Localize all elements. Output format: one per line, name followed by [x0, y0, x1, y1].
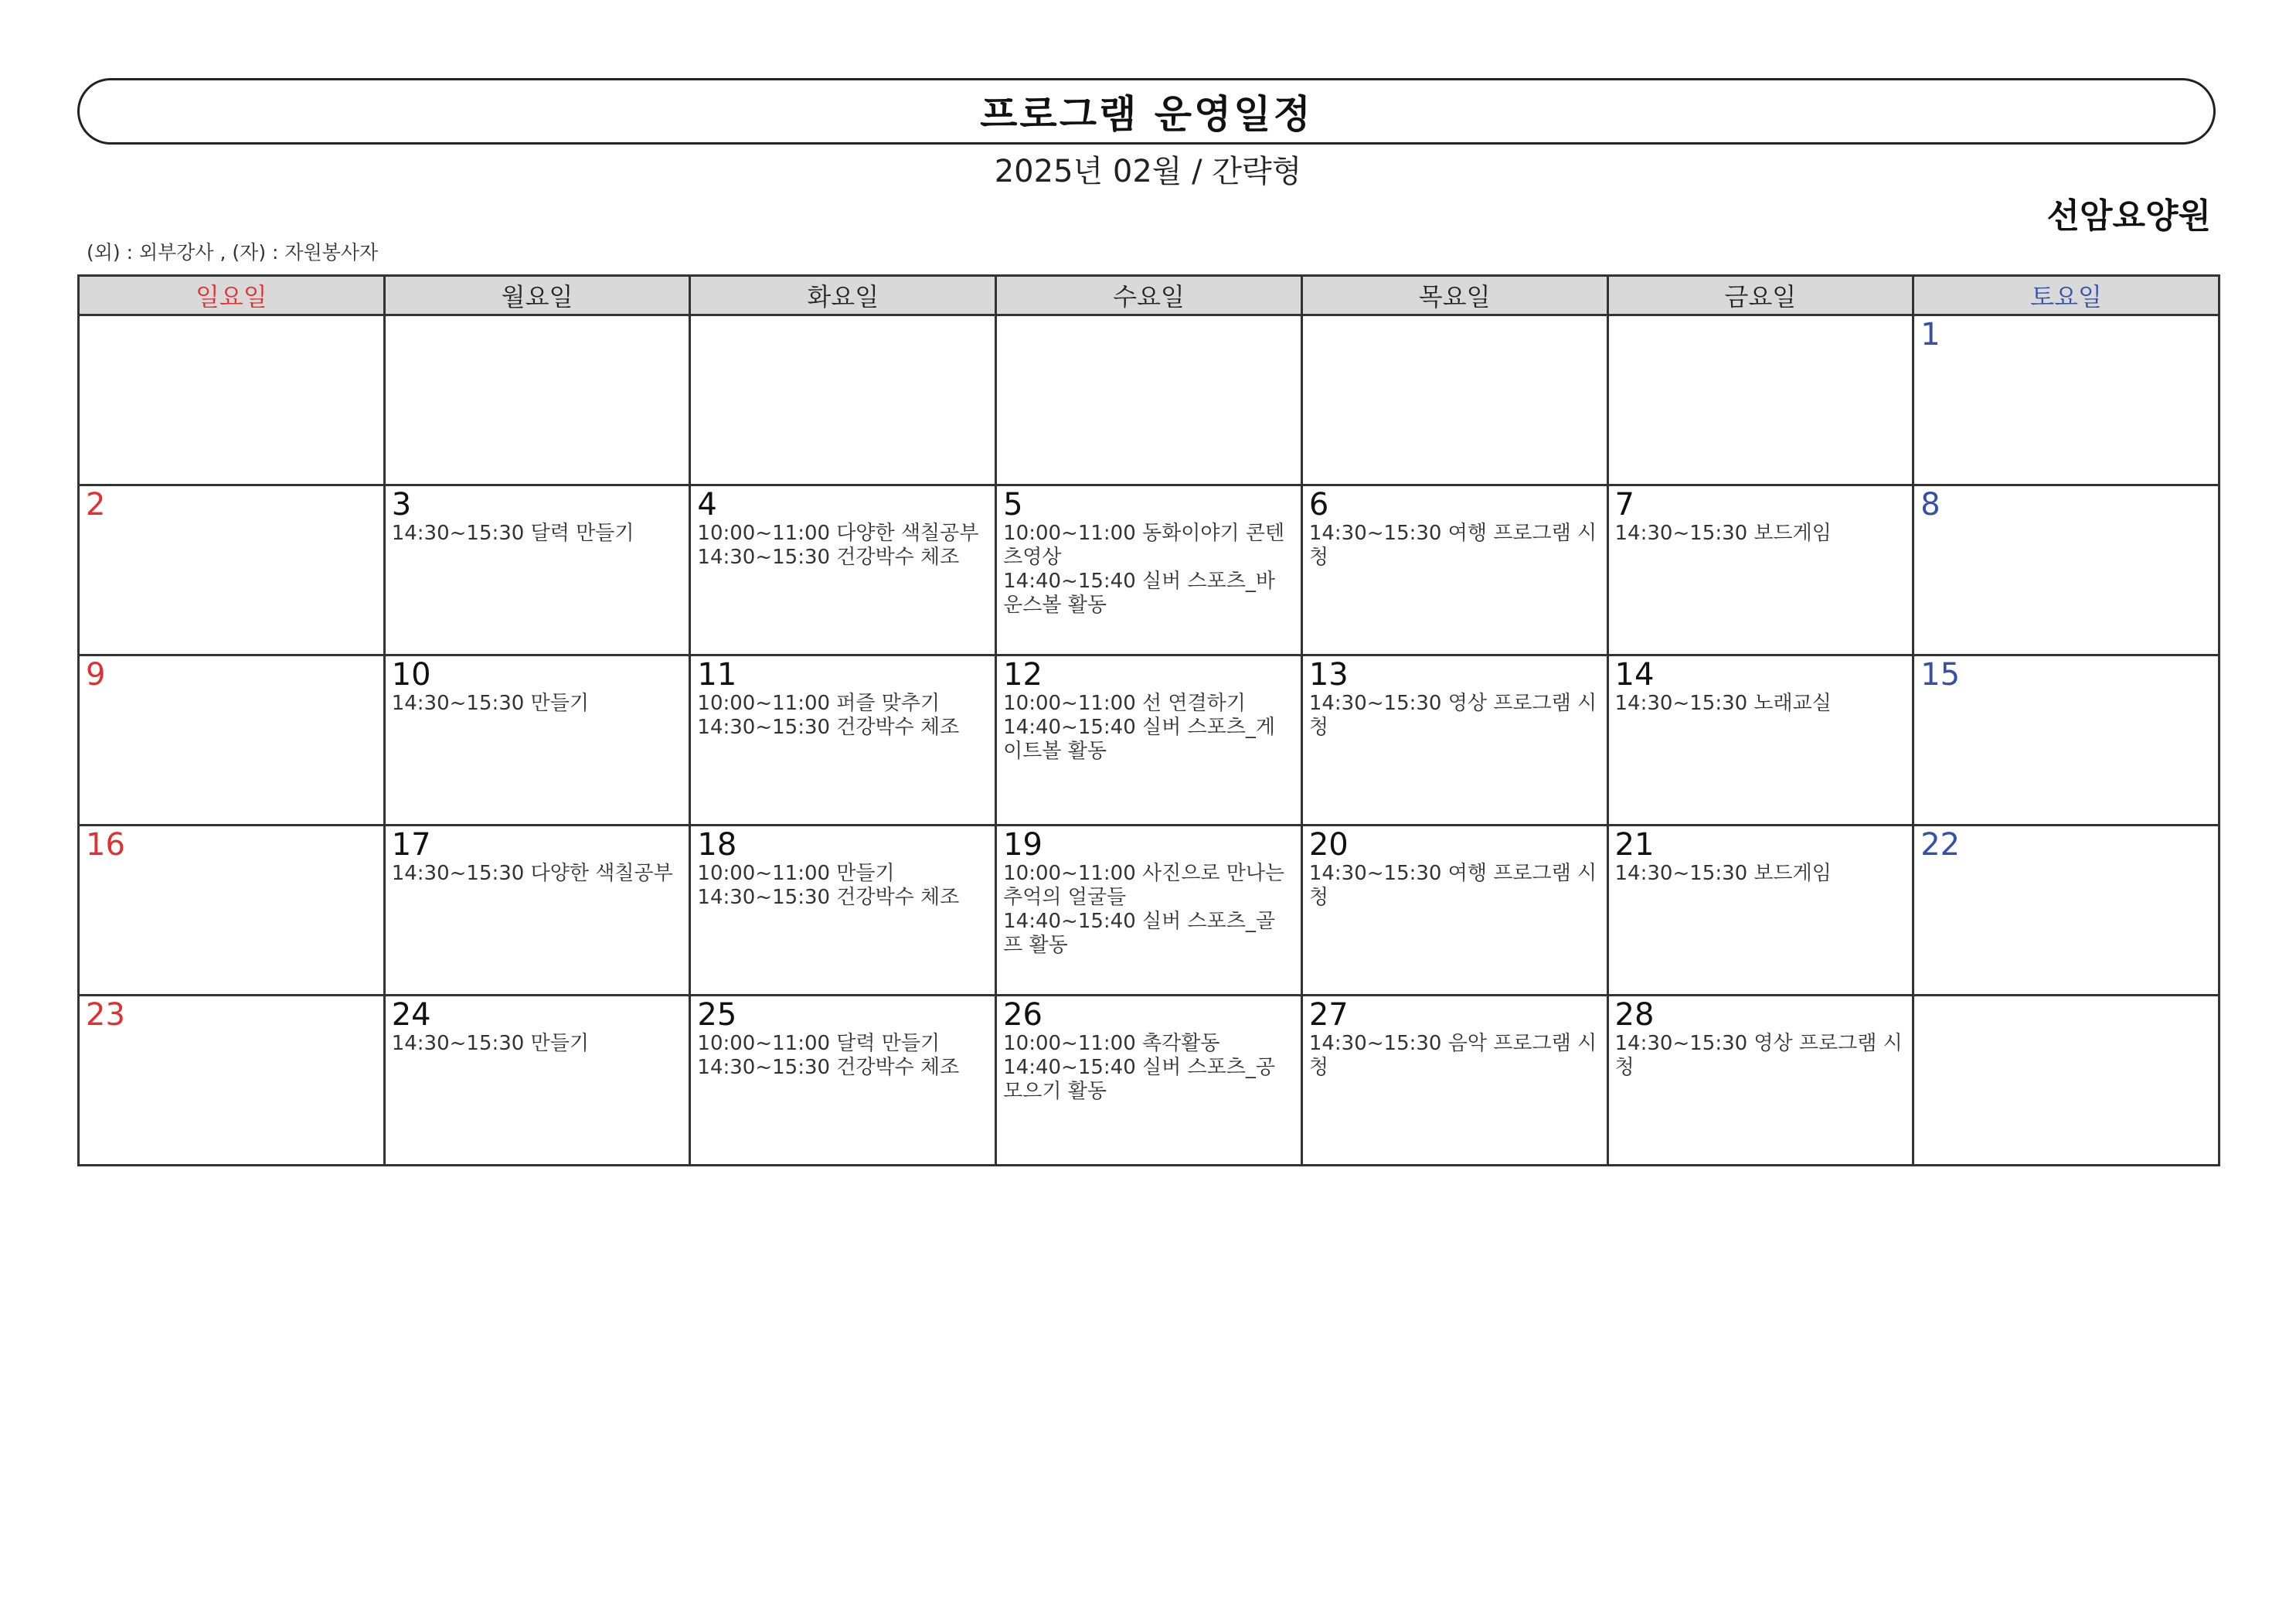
weekday-header-fri: 금요일 — [1607, 276, 1913, 315]
calendar-week-row — [79, 655, 2219, 826]
calendar-day-cell — [690, 996, 996, 1166]
calendar-day-cell — [79, 826, 385, 996]
calendar-day-cell — [996, 485, 1302, 655]
calendar-day-cell — [384, 996, 690, 1166]
weekday-header-sat: 토요일 — [1913, 276, 2219, 315]
calendar-week-row — [79, 315, 2219, 485]
day-number: 11 — [697, 657, 737, 693]
calendar-day-cell — [996, 315, 1302, 485]
day-number: 26 — [1003, 997, 1043, 1033]
schedule-event: 14:40~15:40 실버 스포츠_공모으기 활동 — [1003, 1056, 1275, 1103]
schedule-event: 14:30~15:30 만들기 — [391, 1032, 589, 1055]
calendar-day-cell — [996, 826, 1302, 996]
day-number: 23 — [86, 997, 125, 1033]
schedule-event: 14:30~15:30 건강박수 체조 — [697, 886, 960, 909]
page-title: 프로그램 운영일정 — [980, 92, 1313, 137]
calendar-day-cell — [1913, 996, 2219, 1166]
schedule-event: 14:30~15:30 여행 프로그램 시청 — [1308, 862, 1597, 909]
calendar-body — [79, 315, 2219, 1166]
weekday-header-wed: 수요일 — [996, 276, 1302, 315]
calendar-day-cell — [1913, 655, 2219, 826]
day-number: 16 — [86, 827, 125, 863]
weekday-header-sun: 일요일 — [79, 276, 385, 315]
schedule-event: 10:00~11:00 다양한 색칠공부 — [697, 522, 979, 545]
weekday-header-row — [79, 276, 2219, 315]
calendar-day-cell — [79, 485, 385, 655]
calendar-day-cell — [1607, 655, 1913, 826]
organization-name: 선암요양원 — [2046, 196, 2211, 236]
legend-note: (외) : 외부강사 , (자) : 자원봉사자 — [87, 241, 379, 264]
schedule-event: 14:30~15:30 영상 프로그램 시청 — [1614, 1032, 1903, 1079]
calendar-day-cell — [1607, 826, 1913, 996]
day-number: 13 — [1308, 657, 1349, 693]
schedule-event: 14:30~15:30 만들기 — [391, 692, 589, 715]
day-number: 20 — [1308, 827, 1349, 863]
day-number: 22 — [1920, 827, 1961, 863]
schedule-event: 10:00~11:00 달력 만들기 — [697, 1032, 941, 1055]
calendar-day-cell — [1607, 996, 1913, 1166]
day-number: 8 — [1920, 487, 1941, 523]
schedule-event: 14:30~15:30 보드게임 — [1614, 862, 1832, 885]
schedule-event: 14:30~15:30 보드게임 — [1614, 522, 1832, 545]
weekday-header-mon: 월요일 — [384, 276, 690, 315]
day-number: 21 — [1614, 827, 1655, 863]
calendar-day-cell — [1301, 485, 1607, 655]
schedule-event: 14:40~15:40 실버 스포츠_바운스볼 활동 — [1003, 570, 1275, 617]
calendar-day-cell — [1913, 315, 2219, 485]
calendar-day-cell — [1301, 315, 1607, 485]
day-number: 17 — [391, 827, 431, 863]
calendar-day-cell — [690, 485, 996, 655]
calendar-day-cell — [384, 485, 690, 655]
calendar-week-row — [79, 485, 2219, 655]
schedule-event: 14:30~15:30 건강박수 체조 — [697, 716, 960, 739]
day-number: 10 — [391, 657, 431, 693]
schedule-event: 14:30~15:30 다양한 색칠공부 — [391, 862, 673, 885]
day-number: 18 — [697, 827, 737, 863]
calendar-day-cell — [384, 315, 690, 485]
calendar-day-cell — [996, 655, 1302, 826]
schedule-event: 10:00~11:00 촉각활동 — [1003, 1032, 1220, 1055]
calendar-day-cell — [1607, 485, 1913, 655]
day-number: 6 — [1308, 487, 1329, 523]
day-number: 25 — [697, 997, 737, 1033]
calendar-week-row — [79, 826, 2219, 996]
calendar-day-cell — [384, 826, 690, 996]
weekday-header-thu: 목요일 — [1301, 276, 1607, 315]
day-number: 24 — [391, 997, 431, 1033]
calendar-day-cell — [1607, 315, 1913, 485]
calendar-day-cell — [996, 996, 1302, 1166]
day-number: 5 — [1003, 487, 1023, 523]
weekday-header-tue: 화요일 — [690, 276, 996, 315]
day-number: 3 — [391, 487, 412, 523]
schedule-event: 14:40~15:40 실버 스포츠_골프 활동 — [1003, 910, 1275, 957]
page-subtitle: 2025년 02월 / 간략형 — [994, 154, 1302, 189]
day-number: 9 — [86, 657, 106, 693]
day-number: 19 — [1003, 827, 1043, 863]
title-banner — [77, 78, 2216, 145]
calendar-day-cell — [1301, 826, 1607, 996]
day-number: 2 — [86, 487, 106, 523]
schedule-event: 10:00~11:00 퍼즐 맞추기 — [697, 692, 941, 715]
calendar-day-cell — [690, 315, 996, 485]
calendar-day-cell — [690, 826, 996, 996]
schedule-event: 10:00~11:00 동화이야기 콘텐츠영상 — [1003, 522, 1285, 569]
calendar-day-cell — [1913, 826, 2219, 996]
calendar-table — [77, 274, 2220, 1166]
calendar-day-cell — [1301, 655, 1607, 826]
schedule-event: 10:00~11:00 선 연결하기 — [1003, 692, 1246, 715]
schedule-event: 14:30~15:30 영상 프로그램 시청 — [1308, 692, 1597, 739]
schedule-event: 14:30~15:30 노래교실 — [1614, 692, 1832, 715]
day-number: 27 — [1308, 997, 1349, 1033]
schedule-event: 14:30~15:30 여행 프로그램 시청 — [1308, 522, 1597, 569]
schedule-event: 10:00~11:00 사진으로 만나는 추억의 얼굴들 — [1003, 862, 1285, 909]
schedule-event: 10:00~11:00 만들기 — [697, 862, 895, 885]
day-number: 28 — [1614, 997, 1655, 1033]
schedule-event: 14:40~15:40 실버 스포츠_게이트볼 활동 — [1003, 716, 1275, 763]
calendar-day-cell — [690, 655, 996, 826]
day-number: 7 — [1614, 487, 1634, 523]
calendar-day-cell — [1301, 996, 1607, 1166]
schedule-event: 14:30~15:30 건강박수 체조 — [697, 546, 960, 569]
calendar-day-cell — [79, 315, 385, 485]
calendar-day-cell — [1913, 485, 2219, 655]
calendar-day-cell — [384, 655, 690, 826]
day-number: 4 — [697, 487, 717, 523]
calendar-day-cell — [79, 996, 385, 1166]
calendar-day-cell — [79, 655, 385, 826]
schedule-event: 14:30~15:30 건강박수 체조 — [697, 1056, 960, 1079]
day-number: 15 — [1920, 657, 1961, 693]
day-number: 1 — [1920, 317, 1941, 352]
calendar-week-row — [79, 996, 2219, 1166]
schedule-event: 14:30~15:30 달력 만들기 — [391, 522, 634, 545]
day-number: 14 — [1614, 657, 1655, 693]
day-number: 12 — [1003, 657, 1043, 693]
schedule-event: 14:30~15:30 음악 프로그램 시청 — [1308, 1032, 1597, 1079]
